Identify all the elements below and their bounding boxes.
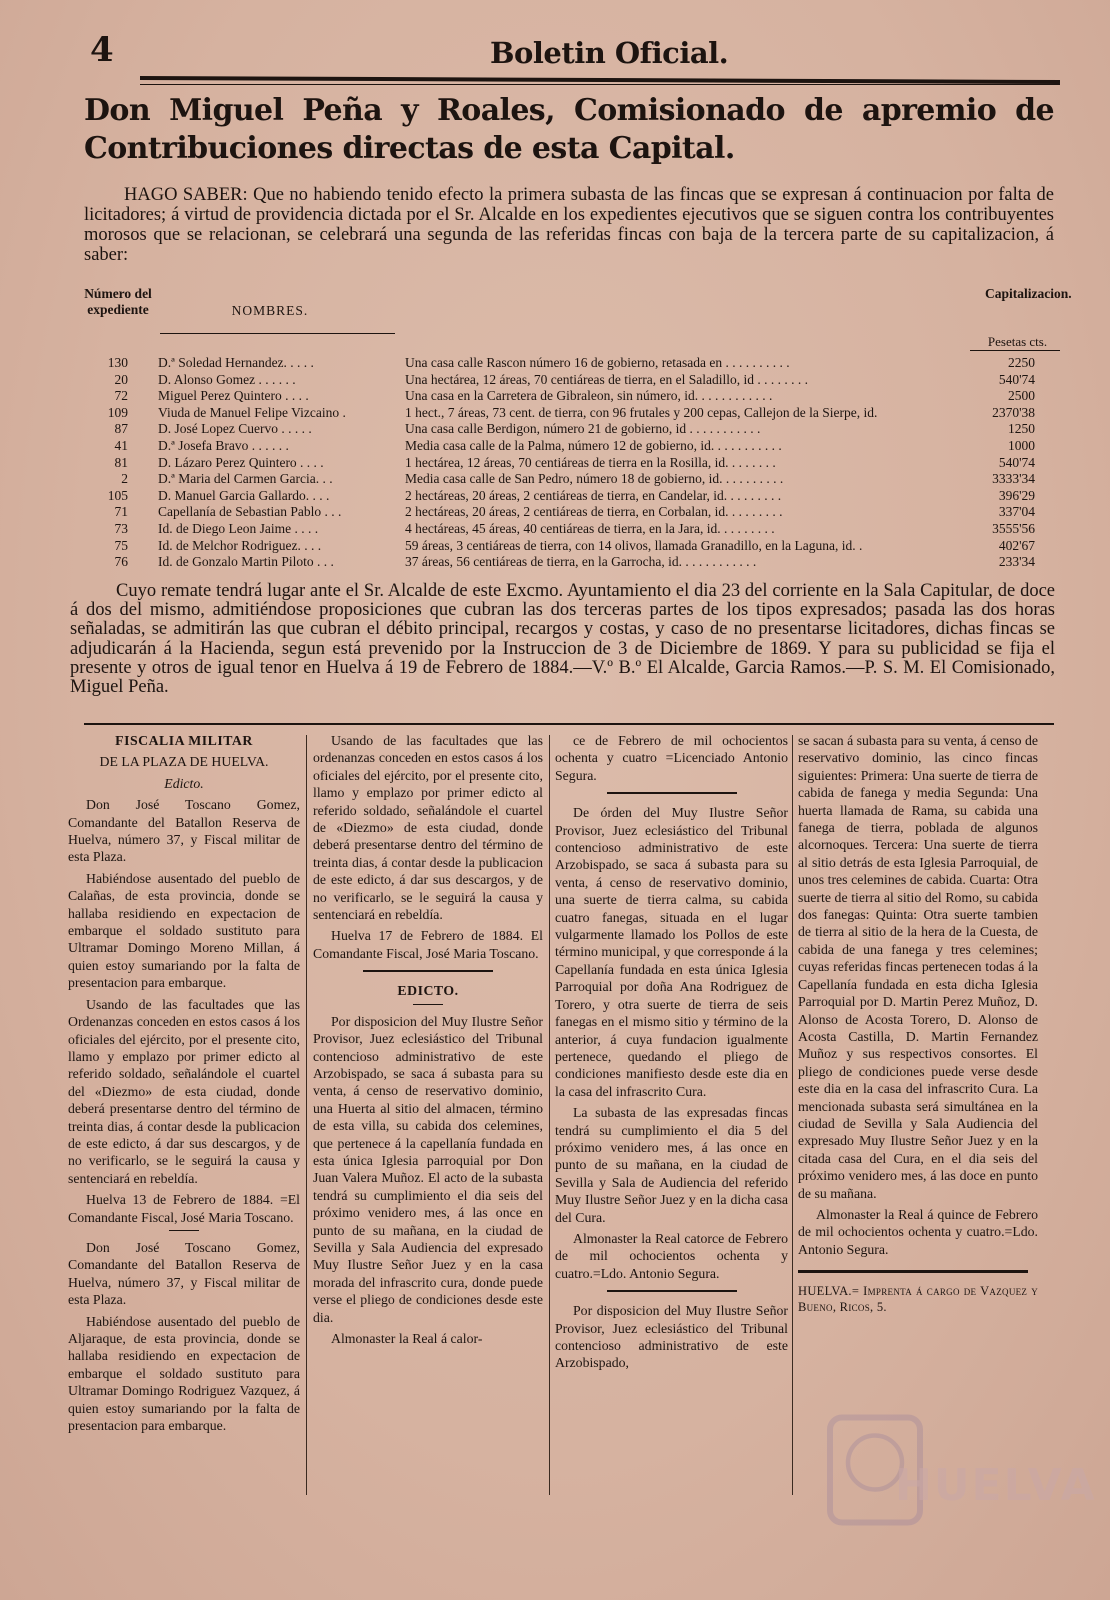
capitalization-value: 540'74 — [998, 454, 1035, 470]
table-row — [80, 372, 1065, 389]
section-divider — [84, 723, 1054, 725]
capitalization-value: 3333'34 — [992, 471, 1035, 487]
column-rule — [792, 735, 793, 1495]
column-2 — [313, 732, 543, 1351]
column-1 — [68, 732, 300, 1438]
header-rule — [140, 76, 1060, 84]
fiscalia-subtitle: DE LA PLAZA DE HUELVA. — [99, 754, 269, 770]
expediente-number: 20 — [114, 371, 128, 387]
capitalization-value: 2370'38 — [992, 404, 1035, 420]
paragraph: La subasta de las expresadas fincas tendrá su cumplimiento el dia 5 del próximo venidero mes, á las once en punto de su mañana, en la ciudad de Sevilla y Sala de Audiencia del referido Muy Ilustre Señor Juez y en la dicha casa del Cura. — [555, 1105, 788, 1225]
property-description: 2 hectáreas, 20 áreas, 2 centiáreas de tierra, en Corbalan, id. . . . . . . . . — [405, 504, 783, 520]
property-description: Media casa calle de San Pedro, número 18 de gobierno, id. . . . . . . . . . — [405, 471, 784, 487]
expediente-number: 72 — [114, 388, 128, 404]
edicto-label: Edicto. — [164, 775, 204, 791]
paragraph: De órden del Muy Ilustre Señor Provisor, Juez eclesiástico del Tribunal contencioso administrativo de este Arzobispado, se saca á subasta para su venta, á censo de reservativo dominio, una suerte de tierra calma, su cabida cuatro fanegas, situada en el lugar vulgarmente llamado los Pollos de este término municipal, y que corresponde á la Capellanía fundada en esta única Iglesia Parroquial por doña Ana Rodriguez de Torero, y otra suerte de tierra de seis fanegas en el mismo sitio y término de la anterior, á cuya fundacion igualmente pertenece, quedando el pliego de condiciones manifiesto desde este dia en la casa del infrascrito Cura. — [555, 805, 788, 1099]
paragraph: Usando de las facultades que las Ordenanzas conceden en estos casos á los oficiales del ejército, por el presente cito, llamo y emplazo por primer edicto al referido soldado, señalándole el cuartel del «Diezmo» de esta ciudad, donde deberá presentarse dentro del término de treinta dias, á contar desde la publicacion de este edicto, á dar sus descargos, y de no verificarlo, se le seguirá la causa y sentenciará en rebeldía. — [68, 996, 300, 1186]
capitalization-value: 337'04 — [998, 504, 1035, 520]
column-rule — [306, 735, 307, 1495]
expediente-number: 81 — [114, 454, 128, 470]
expediente-number: 73 — [114, 520, 128, 536]
table-row — [80, 554, 1065, 571]
table-row — [80, 388, 1065, 405]
capitalization-value: 233'34 — [998, 554, 1035, 570]
property-description: 2 hectáreas, 20 áreas, 2 centiáreas de tierra, en Candelar, id. . . . . . . . . — [405, 487, 782, 503]
table-row — [80, 471, 1065, 488]
expediente-number: 87 — [114, 421, 128, 437]
property-description: Una hectárea, 12 áreas, 70 centiáreas de tierra, en el Saladillo, id . . . . . . . . — [405, 371, 808, 387]
divider — [607, 1290, 737, 1292]
owner-name: D.ª Maria del Carmen Garcia. . . — [158, 471, 333, 487]
notice-intro — [84, 185, 1054, 265]
capitalization-value: 1000 — [1008, 437, 1035, 453]
expediente-number: 76 — [114, 554, 128, 570]
expediente-number: 109 — [107, 404, 128, 420]
paragraph: Por disposicion del Muy Ilustre Señor Provisor, Juez eclesiástico del Tribunal contencioso administrativo de este Arzobispado, se saca á subasta para su venta, á censo de reservativo dominio, una Huerta al sitio del almacen, término de esta villa, su cabida dos celemines, que pertenece á la capellanía fundada en esta única Iglesia parroquial por Don Juan Valera Muñoz. El acto de la subasta tendrá su cumplimiento el dia seis del próximo venidero mes, á las once en punto de su mañana, en la ciudad de Sevilla y Sala Audiencia del expresado Muy Ilustre Señor Juez y en la casa morada del infrascrito cura, donde puede verse el pliego de condiciones desde este dia. — [313, 1013, 543, 1325]
capitalization-value: 1250 — [1008, 421, 1035, 437]
property-description: 37 áreas, 56 centiáreas de tierra, en la Garrocha, id. . . . . . . . . . . . — [405, 554, 757, 570]
header-underline-right — [970, 350, 1060, 351]
property-table — [80, 355, 1065, 571]
capitalization-value: 540'74 — [998, 371, 1035, 387]
property-description: Una casa calle Rascon número 16 de gobierno, retasada en . . . . . . . . . . — [405, 355, 790, 370]
expediente-number: 75 — [114, 537, 128, 553]
paragraph: ce de Febrero de mil ochocientos ochenta y cuatro =Licenciado Antonio Segura. — [555, 733, 788, 783]
header-rule-thin — [140, 84, 1060, 85]
expediente-number: 130 — [107, 355, 128, 370]
paragraph: Almonaster la Real catorce de Febrero de mil ochocientos ochenta y cuatro.=Ldo. Antonio Segura. — [555, 1230, 788, 1281]
capitalization-value: 402'67 — [998, 537, 1035, 553]
divider — [363, 970, 493, 972]
paragraph: Don José Toscano Gomez, Comandante del Batallon Reserva de Huelva, número 37, y Fiscal militar de esta Plaza. — [68, 1239, 300, 1308]
notice-headline: Don Miguel Peña y Roales, Comisionado de apremio de Contribuciones directas de esta Capital. — [84, 93, 1054, 166]
watermark-logo: HUELVA — [895, 1460, 1097, 1511]
notice-closing — [70, 582, 1055, 697]
capitalization-value: 396'29 — [998, 487, 1035, 503]
paragraph: se sacan á subasta para su venta, á censo de reservativo dominio, las cinco fincas siguientes: Primera: Una suerte de tierra de cabida de fanega y media Segunda: Una huerta llamada de Rama, su cabida una fanega de tierra, poblada de algunos alcornoques. Tercera: Una suerte de tierra al sitio detrás de esta Iglesia Parroquial, de unos tres celemines de cabida. Cuarta: Otra suerte de tierra al sitio del Romo, su cabida dos fanegas: Quinta: Otra suerte tambien de tierra al sitio de la hera de la Cuesta, de cabida de una fanega y tres celemines; cuyas referidas fincas pertenecen todas á la Capellanía fundada en esta dicha Iglesia Parroquial por D. Martin Perez Muñoz, D. Alonso de Acosta Torero, D. Alonso de Acosta Castilla, D. Martin Fernandez Muñoz y sus respectivos consortes. El pliego de condiciones puede verse desde este dia en la casa del infrascrito Cura. La mencionada subasta será simultánea en la ciudad de Sevilla y Sala Audiencia del expresado Muy Ilustre Señor Juez y en la citada casa del Cura, en el dia seis del próximo venidero mes, á las doce en punto de su mañana. — [798, 733, 1038, 1201]
table-row — [80, 488, 1065, 505]
header-nombres: NOMBRES. — [231, 303, 309, 318]
property-description: 1 hect., 7 áreas, 73 cent. de tierra, con 96 frutales y 200 cepas, Callejon de la Sierpe, id. — [405, 404, 878, 420]
property-description: 59 áreas, 3 centiáreas de tierra, con 14 olivos, llamada Granadillo, en la Laguna, id. . — [405, 537, 863, 553]
paragraph: Habiéndose ausentado del pueblo de Aljaraque, de esta provincia, donde se hallaba residiendo en expectacion de embarque el soldado sustituto para Ultramar Domingo Rodriguez Vazquez, á quien estoy sumariando por la falta de presentacion para embarque. — [68, 1313, 300, 1434]
header-capitalizacion: Capitalizacion. — [985, 286, 1072, 301]
table-row — [80, 355, 1065, 372]
owner-name: Id. de Gonzalo Martin Piloto . . . — [158, 554, 334, 570]
paragraph: Huelva 17 de Febrero de 1884. El Comandante Fiscal, José Maria Toscano. — [313, 928, 543, 961]
header-numero: Número del expediente — [84, 286, 152, 317]
capitalization-value: 2500 — [1008, 388, 1035, 404]
owner-name: D. Manuel Garcia Gallardo. . . . — [158, 487, 330, 503]
expediente-number: 71 — [114, 504, 128, 520]
owner-name: Miguel Perez Quintero . . . . — [158, 388, 309, 404]
owner-name: Id. de Diego Leon Jaime . . . . — [158, 520, 319, 536]
intro-text: Que no habiendo tenido efecto la primera subasta de las fincas que se expresan á continuacion por falta de licitadores; á virtud de providencia dictada por el Sr. Alcalde en los expedientes ejecutivos que se siguen contra los contribuyentes morosos que se relacionan, se celebrará una segunda de las referidas fincas con baja de la tercera parte de su capitalizacion, á saber: — [84, 185, 1055, 265]
expediente-number: 2 — [121, 471, 128, 487]
table-row — [80, 405, 1065, 422]
column-4 — [798, 732, 1038, 1319]
paragraph: Don José Toscano Gomez, Comandante del Batallon Reserva de Huelva, número 37, y Fiscal militar de esta Plaza. — [68, 797, 300, 865]
header-pesetas: Pesetas cts. — [987, 334, 1048, 349]
owner-name: D.ª Josefa Bravo . . . . . . — [158, 437, 289, 453]
edicto-title: EDICTO. — [397, 983, 459, 999]
owner-name: Capellanía de Sebastian Pablo . . . — [158, 504, 342, 520]
running-title: Boletin Oficial. — [490, 36, 729, 70]
owner-name: D. Lázaro Perez Quintero . . . . — [158, 454, 324, 470]
owner-name: D.ª Soledad Hernandez. . . . . — [158, 355, 314, 370]
paragraph: Huelva 13 de Febrero de 1884. =El Comandante Fiscal, José Maria Toscano. — [68, 1192, 300, 1225]
table-row — [80, 521, 1065, 538]
paragraph: Usando de las facultades que las ordenanzas conceden en estos casos á los oficiales del ejército, por el presente cito, llamo y emplazo por primer edicto al referido soldado, señalándole el cuartel de «Diezmo» de esta ciudad, donde deberá presentarse dentro del término de treinta dias, á contar desde la publicacion de este edicto, á dar sus descargos, y de no verificarlo, se le seguirá la causa y sentenciará en rebeldía. — [313, 733, 543, 923]
page-number: 4 — [90, 30, 114, 70]
expediente-number: 105 — [107, 487, 128, 503]
capitalization-value: 3555'56 — [992, 520, 1035, 536]
capitalization-value: 2250 — [1008, 355, 1035, 370]
owner-name: Id. de Melchor Rodriguez. . . . — [158, 537, 322, 553]
closing-text: Cuyo remate tendrá lugar ante el Sr. Alcalde de este Excmo. Ayuntamiento el dia 23 del corriente en la Sala Capitular, de doce á dos del mismo, admitiéndose proposiciones que cubran las dos terceras partes de los tipos expresados; pasada las dos horas señaladas, se admitirán las que cubran el débito principal, recargos y costas, y caso de no presentarse licitadores, dichas fincas se adjudicarán á la Hacienda, segun está prevenido por la Instruccion de 3 de Diciembre de 1869. Y para su publicidad se fija el presente y otros de igual tenor en Huelva á 19 de Febrero de 1884.—V.º B.º El Alcalde, Garcia Ramos.—P. S. M. El Comisionado, Miguel Peña. — [70, 581, 1055, 698]
table-row — [80, 421, 1065, 438]
property-description: Una casa en la Carretera de Gibraleon, sin número, id. . . . . . . . . . . . — [405, 388, 773, 404]
property-description: 1 hectárea, 12 áreas, 70 centiáreas de tierra en la Rosilla, id. . . . . . . . — [405, 454, 776, 470]
printer-imprint: HUELVA.= Imprenta á cargo de Vazquez y Bueno, Ricos, 5. — [798, 1284, 1038, 1315]
paragraph: Almonaster la Real á quince de Febrero de mil ochocientos ochenta y cuatro.=Ldo. Antonio Segura. — [798, 1206, 1038, 1257]
property-description: 4 hectáreas, 45 áreas, 40 centiáreas de tierra, en la Jara, id. . . . . . . . . — [405, 520, 775, 536]
column-rule — [549, 735, 550, 1495]
owner-name: D. Alonso Gomez . . . . . . — [158, 371, 296, 387]
table-row — [80, 455, 1065, 472]
fiscalia-title: FISCALIA MILITAR — [115, 733, 253, 748]
column-3 — [555, 732, 788, 1376]
owner-name: D. José Lopez Cuervo . . . . . — [158, 421, 312, 437]
header-underline — [160, 333, 395, 334]
expediente-number: 41 — [114, 437, 128, 453]
short-divider — [169, 1230, 199, 1231]
table-row — [80, 438, 1065, 455]
imprint-rule — [798, 1270, 1028, 1273]
table-row — [80, 504, 1065, 521]
intro-lead: HAGO SABER: — [124, 185, 248, 205]
paragraph: Almonaster la Real á calor- — [331, 1331, 483, 1346]
owner-name: Viuda de Manuel Felipe Vizcaino . — [158, 404, 346, 420]
short-divider — [413, 1004, 443, 1005]
divider — [607, 792, 737, 794]
paragraph: Habiéndose ausentado del pueblo de Calañas, de esta provincia, donde se hallaba residiendo en expectacion de embarque el soldado sustituto para Ultramar Domingo Moreno Millan, á quien estoy sumariando por la falta de presentacion para embarque. — [68, 870, 300, 991]
property-description: Media casa calle de la Palma, número 12 de gobierno, id. . . . . . . . . . . — [405, 437, 782, 453]
paragraph: Por disposicion del Muy Ilustre Señor Provisor, Juez eclesiástico del Tribunal contencioso administrativo de este Arzobispado, — [555, 1303, 788, 1371]
property-description: Una casa calle Berdigon, número 21 de gobierno, id . . . . . . . . . . . — [405, 421, 761, 437]
table-row — [80, 538, 1065, 555]
